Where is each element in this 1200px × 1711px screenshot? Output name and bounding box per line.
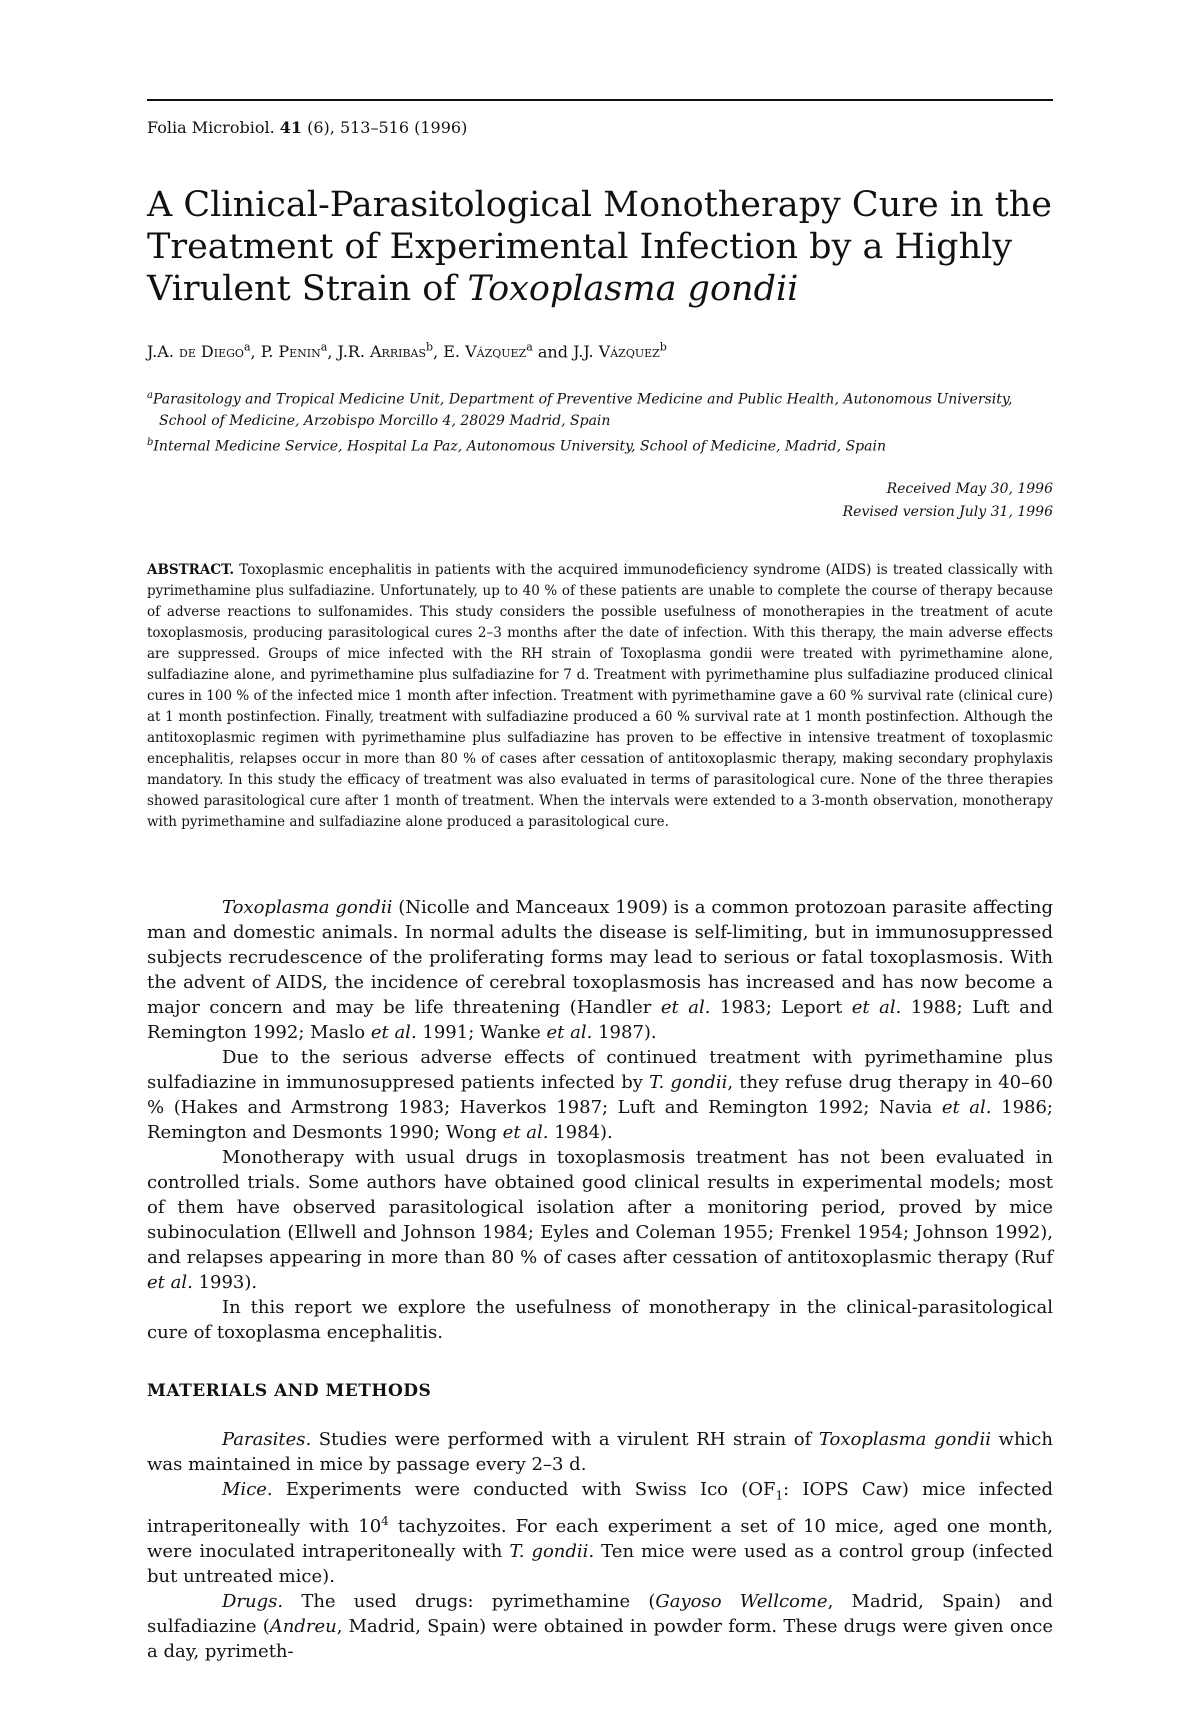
methods-parasites: Parasites. Studies were performed with a virulent RH strain of Toxoplasma gondii which was maintained in mice by passage every 2–3 d. [147,1429,1053,1475]
intro-paragraph-4: In this report we explore the usefulness of monotherapy in the clinical-parasitological cure of toxoplasma encephalitis. [147,1297,1053,1343]
publication-dates [843,478,1053,524]
authors-conjunction: and [537,342,568,362]
journal-volume: 41 [279,118,303,137]
section-heading: MATERIALS AND METHODS [147,1381,432,1401]
intro-paragraph-3: Monotherapy with usual drugs in toxoplasmosis treatment has not been evaluated in controlled trials. Some authors have obtained good clinical results in experimental models; most of them have observed parasitological isolation after a monitoring period, proved by mice subinoculation (Ellwell and Johnson 1984; Eyles and Coleman 1955; Frenkel 1954; Johnson 1992), and relapses appearing in more than 80 % of cases after cessation of antitoxoplasmic therapy (Ruf et al. 1993). [147,1147,1053,1293]
author: J.A. de Diego$^a$ [147,341,251,362]
affiliation-a-cont: School of Medicine, Arzobispo Morcillo 4, 28029 Madrid, Spain [159,412,611,429]
title-species: Toxoplasma gondii [467,269,799,309]
abstract [147,560,1053,833]
affiliations [147,385,1057,457]
journal-name: Folia Microbiol. [147,118,275,137]
methods-drugs: Drugs. The used drugs: pyrimethamine (Gayoso Wellcome, Madrid, Spain) and sulfadiazine (Andreu, Madrid, Spain) were obtained in powder form. These drugs were given once a day, pyrimeth- [147,1590,1054,1662]
title-main: A Clinical-Parasitological Monotherapy Cure in the Treatment of Experimental Infection by a Highly Virulent Strain of [147,185,1052,309]
abstract-label: ABSTRACT. [147,562,235,578]
author: P. Penin$^a$ [260,341,328,362]
affiliation-b: $^b$Internal Medicine Service, Hospital La Paz, Autonomous University, School of Medicine, Madrid, Spain [147,436,886,455]
journal-issue-pages: (6), 513–516 (1996) [307,118,468,137]
methods-mice: Mice. Experiments were conducted with Swiss Ico ($OF_1$: IOPS Caw) mice infected intraperitoneally with $10^4$ tachyzoites. For each experiment a set of 10 mice, aged one month, were inoculated intraperitoneally with T. gondii. Ten mice were used as a control group (infected but untreated mice). [147,1479,1054,1587]
revised-date: Revised version July 31, 1996 [842,504,1053,520]
article-title [147,184,1067,310]
affiliation-a: $^a$Parasitology and Tropical Medicine Unit, Department of Preventive Medicine and Public Health, Autonomous University, [147,390,1013,408]
header-rule [147,99,1053,101]
author: J.R. Arribas$^b$ [337,341,434,362]
author-list: J.A. de Diego$^a$, P. Penin$^a$, J.R. Arribas$^b$, E. Vázquez$^a$ and J.J. Vázquez$^b$ [147,341,667,362]
intro-paragraph-1: Toxoplasma gondii (Nicolle and Manceaux 1909) is a common protozoan parasite affecting man and domestic animals. In normal adults the disease is self-limiting, but in immunosuppressed subjects recrudescence of the proliferating forms may lead to serious or fatal toxoplasmosis. With the advent of AIDS, the incidence of cerebral toxoplasmosis has increased and has now become a major concern and may be life threatening (Handler et al. 1983; Leport et al. 1988; Luft and Remington 1992; Maslo et al. 1991; Wanke et al. 1987). [147,897,1053,1043]
author: J.J. Vázquez$^b$ [573,341,667,362]
abstract-text: Toxoplasmic encephalitis in patients with the acquired immunodeficiency syndrome (AIDS) is treated classically with pyrimethamine plus sulfadiazine. Unfortunately, up to 40 % of these patients are unable to complete the course of therapy because of adverse reactions to sulfonamides. This study considers the possible usefulness of monotherapies in the treatment of acute toxoplasmosis, producing parasitological cures 2–3 months after the date of infection. With this therapy, the main adverse effects are suppressed. Groups of mice infected with the RH strain of Toxoplasma gondii were treated with pyrimethamine alone, sulfadiazine alone, and pyrimethamine plus sulfadiazine for 7 d. Treatment with pyrimethamine plus sulfadiazine produced clinical cures in 100 % of the infected mice 1 month after infection. Treatment with pyrimethamine gave a 60 % survival rate (clinical cure) at 1 month postinfection. Finally, treatment with sulfadiazine produced a 60 % survival rate at 1 month postinfection. Although the antitoxoplasmic regimen with pyrimethamine plus sulfadiazine has proven to be effective in intensive treatment of toxoplasmic encephalitis, relapses occur in more than 80 % of cases after cessation of antitoxoplasmic therapy, making secondary prophylaxis mandatory. In this study the efficacy of treatment was also evaluated in terms of parasitological cure. None of the three therapies showed parasitological cure after 1 month of treatment. When the intervals were extended to a 3-month observation, monotherapy with pyrimethamine and sulfadiazine alone produced a parasitological cure. [147,562,1053,830]
author: E. Vázquez$^a$ [443,341,533,362]
materials-and-methods [147,1427,1053,1664]
introduction [147,895,1053,1345]
journal-citation [147,119,467,137]
intro-paragraph-2: Due to the serious adverse effects of continued treatment with pyrimethamine plus sulfadiazine in immunosuppresed patients infected by T. gondii, they refuse drug therapy in 40–60 % (Hakes and Armstrong 1983; Haverkos 1987; Luft and Remington 1992; Navia et al. 1986; Remington and Desmonts 1990; Wong et al. 1984). [147,1047,1054,1143]
received-date: Received May 30, 1996 [886,481,1053,497]
